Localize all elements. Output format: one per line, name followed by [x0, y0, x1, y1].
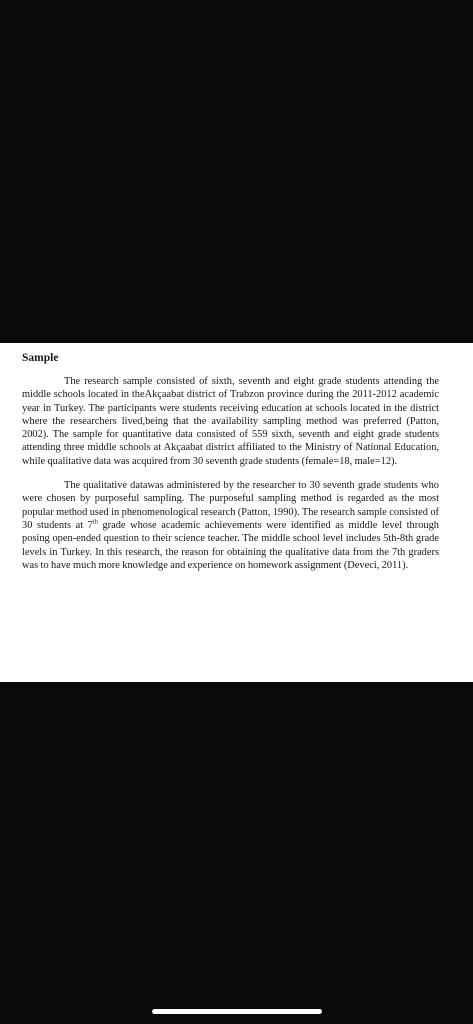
section-heading: Sample [22, 352, 59, 364]
document-image[interactable] [0, 343, 473, 682]
home-indicator[interactable] [152, 1009, 322, 1014]
paragraph-2 [22, 479, 439, 572]
paragraph-1: The research sample consisted of sixth, seventh and eight grade students attending the middle schools located in theAkçaabat district of Trabzon province during the 2011-2012 academic year in Turkey. The participants were students receiving education at schools located in the district where the researchers lived,being that the availability sampling method was preferred (Patton, 2002). The sample for quantitative data consisted of 559 sixth, seventh and eight grade students attending three middle schools at Akçaabat district affiliated to the Ministry of National Education, while qualitative data was acquired from 30 seventh grade students (female=18, male=12). [22, 376, 439, 467]
paragraph-2-text-a: The qualitative datawas administered by the researcher to 30 seventh grade students who were chosen by purposeful sampling. The purposeful sampling method is regarded as the most popular method used in phenomenological research (Patton, 1990). The research sample consisted of 30 students at 7 [22, 480, 439, 531]
paragraph-2-text-b: grade whose academic achievements were identified as middle level through posing open-ended question to their science teacher. The middle school level includes 5th-8th grade levels in Turkey. In this research, the reason for obtaining the qualitative data from the 7th graders was to have much more knowledge and experience on homework assignment (Deveci, 2011). [22, 519, 439, 571]
ordinal-superscript: th [92, 518, 98, 526]
